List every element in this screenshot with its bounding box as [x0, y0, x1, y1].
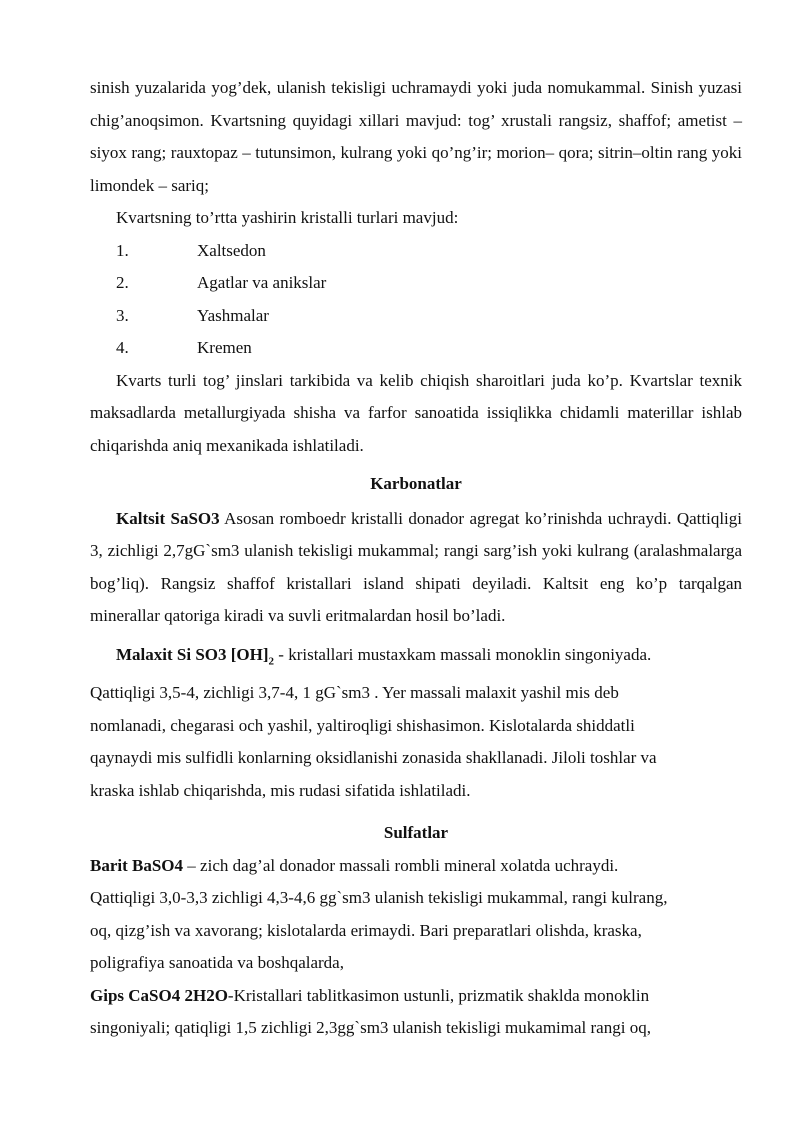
list-number: 1. — [116, 240, 129, 260]
barite-title: Barit BaSO4 — [90, 855, 184, 875]
list-number: 2. — [116, 273, 129, 292]
malachite-line — [90, 639, 742, 678]
list-text: Yashmalar — [197, 305, 269, 325]
malachite-text: - kristallari mustaxkam massali monoklin singoniyada. — [274, 644, 652, 664]
barite-text: – zich dag’al donador massali rombli mineral xolatda uchraydi. — [183, 855, 619, 875]
malachite-subscript: 2 — [268, 654, 275, 667]
malachite-line: qaynaydi mis sulfidli konlarning oksidlanishi zonasida shakllanadi. Jiloli toshlar va — [90, 748, 657, 768]
calcite-title: Kaltsit SaSO3 — [116, 508, 220, 528]
barite-paragraph — [90, 850, 742, 980]
gypsum-line — [90, 980, 742, 1013]
gypsum-line: singoniyali; qatiqligi 1,5 zichligi 2,3gg`sm3 ulanish tekisligi mukamimal rangi oq, — [90, 1018, 651, 1038]
malachite-line: nomlanadi, chegarasi och yashil, yaltiroqligi shishasimon. Kislotalarda shiddatli — [90, 715, 635, 735]
section-heading-sulfates: Sulfatlar — [383, 823, 449, 843]
list-text: Xaltsedon — [197, 240, 266, 260]
list-item — [90, 235, 742, 268]
list-number: 4. — [116, 338, 129, 357]
malachite-paragraph — [90, 639, 742, 808]
list-number: 3. — [116, 305, 129, 325]
malachite-title-text: Malaxit Si SO3 [OH] — [116, 644, 269, 664]
intro-paragraph: sinish yuzalarida yog’dek, ulanish tekisligi uchramaydi yoki juda nomukammal. Sinish yuzasi chig’anoqsimon. Kvartsning quyidagi xillari mavjud: tog’ xrustali rangsiz, shaffof; ametist – siyox rang; rauxtopaz – tutunsimon, kulrang yoki qo’ng’ir; morion– qora; sitrin–oltin rang yoki limondek – sariq; — [90, 78, 742, 195]
calcite-paragraph — [90, 503, 742, 633]
barite-line — [90, 850, 742, 883]
barite-line: Qattiqligi 3,0-3,3 zichligi 4,3-4,6 gg`sm3 ulanish tekisligi mukammal, rangi kulrang, — [90, 888, 668, 908]
list-intro: Kvartsning to’rtta yashirin kristalli turlari mavjud: — [116, 208, 459, 227]
gypsum-text: -Kristallari tablitkasimon ustunli, prizmatik shaklda monoklin — [227, 985, 650, 1005]
gypsum-title: Gips CaSO4 2H2O — [90, 985, 228, 1005]
list-item — [90, 267, 742, 300]
list-item — [90, 332, 742, 365]
malachite-line: kraska ishlab chiqarishda, mis rudasi sifatida ishlatiladi. — [90, 780, 471, 800]
malachite-line: Qattiqligi 3,5-4, zichligi 3,7-4, 1 gG`sm3 . Yer massali malaxit yashil mis deb — [90, 683, 619, 703]
malachite-title — [116, 644, 275, 667]
quartz-usage-paragraph: Kvarts turli tog’ jinslari tarkibida va kelib chiqish sharoitlari juda ko’p. Kvartslar texnik maksadlarda metallurgiyada shisha va farfor sanoatida issiqlikka chidamli materillar ishlab chiqarishda aniq mexanikada ishlatiladi. — [90, 370, 742, 455]
calcite-text: Asosan romboedr kristalli donador agregat ko’rinishda uchraydi. Qattiqligi 3, zichligi 2,7gG`sm3 ulanish tekisligi mukammal; rangi sarg’ish yoki kulrang (aralashmalarga bog’liq). Rangsiz shaffof kristallari island shipati deyiladi. Kaltsit eng ko’p tarqalgan minerallar qatoriga kiradi va suvli eritmalardan hosil bo’ladi. — [90, 508, 742, 625]
list-text: Kremen — [197, 338, 252, 357]
gypsum-paragraph — [90, 980, 742, 1045]
section-heading-carbonates: Karbonatlar — [370, 474, 462, 493]
list-item — [90, 300, 742, 333]
quartz-varieties-list — [90, 235, 742, 365]
list-text: Agatlar va anikslar — [197, 273, 327, 292]
barite-line: oq, qizg’ish va xavorang; kislotalarda erimaydi. Bari preparatlari olishda, kraska, — [90, 920, 642, 940]
barite-line: poligrafiya sanoatida va boshqalarda, — [90, 953, 344, 973]
